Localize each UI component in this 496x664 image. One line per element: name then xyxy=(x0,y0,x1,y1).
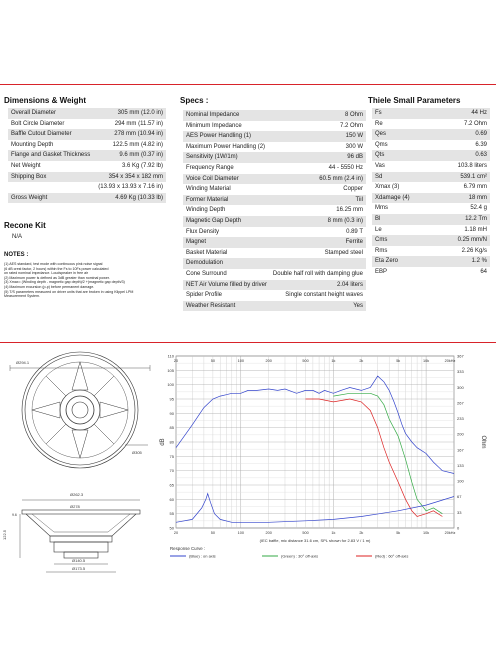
thiele-label: Qes xyxy=(372,129,435,140)
thiele-label: Xdamage (4) xyxy=(372,193,435,204)
dimensions-row xyxy=(8,119,166,130)
thiele-row xyxy=(372,150,490,161)
specs-row xyxy=(183,280,366,291)
thiele-title: Thiele Small Parameters xyxy=(368,96,461,105)
x-tick-label-top: 100 xyxy=(237,359,244,363)
dimensions-row xyxy=(8,182,166,193)
specs-label: Nominal Impedance xyxy=(183,110,270,121)
thiele-label: Rms xyxy=(375,247,388,254)
thiele-row xyxy=(372,172,490,183)
y2-tick-label: 67 xyxy=(457,494,462,500)
x-tick-label-top: 500 xyxy=(302,359,309,363)
thiele-value: 44 Hz xyxy=(435,108,490,119)
dimensions-row xyxy=(8,108,166,119)
x-tick-label-top: 10k xyxy=(423,359,430,363)
specs-label: Flux Density xyxy=(186,228,220,235)
specs-row xyxy=(183,152,366,163)
thiele-label: Qms xyxy=(375,141,388,148)
dimensions-row xyxy=(8,193,166,204)
y-tick-label: 80 xyxy=(169,439,174,445)
thiele-row xyxy=(372,256,490,267)
dimensions-label: Mounting Depth xyxy=(11,141,54,148)
specs-value: 44 - 5550 Hz xyxy=(328,164,363,171)
thiele-label: Bl xyxy=(372,214,435,225)
specs-value: Yes xyxy=(270,301,366,312)
thiele-label: Sd xyxy=(372,172,435,183)
y2-tick-label: 300 xyxy=(457,384,464,390)
thiele-value: 18 mm xyxy=(435,193,490,204)
dimensions-label: Bolt Circle Diameter xyxy=(11,120,65,127)
y2-tick-label: 133 xyxy=(457,462,464,468)
specs-label: Winding Depth xyxy=(186,207,226,214)
thiele-row xyxy=(372,225,490,236)
notes-list xyxy=(4,262,174,299)
specs-label: Voice Coil Diameter xyxy=(183,174,270,185)
specs-label: Minimum Impedance xyxy=(186,122,242,129)
dimensions-row xyxy=(8,172,166,183)
specs-value: 16.25 mm xyxy=(336,207,363,214)
x-tick-label-top: 20kHz xyxy=(444,359,456,363)
legend-entry: (Red) : 60° off-axis xyxy=(375,553,409,559)
x-tick-label-top: 5k xyxy=(396,359,401,363)
x-tick-label: 20 xyxy=(173,531,179,535)
specs-row xyxy=(183,237,366,248)
x-tick-label: 2k xyxy=(359,531,364,535)
thiele-value: 52.4 g xyxy=(470,205,487,212)
specs-row xyxy=(183,142,366,153)
y2-tick-label: 367 xyxy=(457,353,464,359)
thiele-label: Qts xyxy=(372,150,435,161)
dimensions-label xyxy=(8,182,94,193)
dim-label: Ø262.3 xyxy=(70,492,84,497)
y2-tick-label: 100 xyxy=(457,478,464,484)
dimensions-row xyxy=(8,150,166,161)
thiele-row xyxy=(372,235,490,246)
note-line: (3) Xmax= (Winding depth - magnetic gap depth)/2 +(magnetic gap depth/3) xyxy=(4,280,125,285)
note-line: (2) Maximum power is defined as 3dB greater than nominal power. xyxy=(4,275,110,280)
specs-row xyxy=(183,248,366,259)
y2-axis-label: Ohm xyxy=(480,435,486,449)
y2-tick-label: 33 xyxy=(457,509,462,515)
thiele-label: Vas xyxy=(375,162,385,169)
x-tick-label-top: 1k xyxy=(331,359,336,363)
thiele-row xyxy=(372,246,490,257)
specs-value: 300 W xyxy=(345,143,363,150)
y2-tick-label: 267 xyxy=(457,400,464,406)
specs-row xyxy=(183,184,366,195)
y-tick-label: 70 xyxy=(169,468,174,474)
dimensions-value: 3.6 Kg (7.92 lb) xyxy=(121,162,163,169)
dim-label: Ø140.5 xyxy=(72,558,86,563)
thiele-row xyxy=(372,203,490,214)
thiele-value: 64 xyxy=(480,268,487,275)
thiele-label: Le xyxy=(375,226,382,233)
specs-row xyxy=(183,121,366,132)
notes-title: NOTES : xyxy=(4,252,29,258)
x-tick-label: 50 xyxy=(210,531,215,535)
note-line: Measurement System. xyxy=(4,294,40,299)
specs-row xyxy=(183,269,366,280)
thiele-row xyxy=(372,267,490,278)
dimensions-value: 305 mm (12.0 in) xyxy=(94,108,166,119)
thiele-value: 12.2 Tm xyxy=(435,214,490,225)
dimensions-label: Gross Weight xyxy=(8,193,94,204)
x-tick-label: 100 xyxy=(237,531,244,535)
specs-value: Copper xyxy=(343,186,363,193)
legend-entry: (Blue) : on axis xyxy=(189,553,216,559)
dim-label: 9.6 xyxy=(12,513,17,517)
thiele-value: 7.2 Ohm xyxy=(463,120,487,127)
specs-label: Demodulation xyxy=(183,258,270,269)
x-tick-label: 20kHz xyxy=(444,531,456,535)
thiele-label: Cms xyxy=(372,235,435,246)
thiele-label: Eta Zero xyxy=(372,256,435,267)
y-axis-label: dB xyxy=(160,438,166,446)
x-tick-label: 500 xyxy=(302,531,309,535)
dim-label: 122.5 xyxy=(2,529,7,540)
dim-label: Ø173.5 xyxy=(72,566,86,571)
specs-value: Double half roll with damping glue xyxy=(272,270,363,277)
specs-row xyxy=(183,195,366,206)
note-line: (5) T/S parameters measured on driver units that are broken in using Klippel LPM xyxy=(4,289,134,294)
dimensions-label: Baffle Cutout Diameter xyxy=(8,129,94,140)
y-tick-label: 60 xyxy=(169,496,174,502)
specs-row xyxy=(183,290,366,301)
x-tick-label-top: 20 xyxy=(173,359,179,363)
dimensions-value: 294 mm (11.57 in) xyxy=(114,120,163,127)
legend-title: Response Curve : xyxy=(170,546,206,551)
thiele-value: 0.63 xyxy=(435,150,490,161)
x-tick-label-top: 50 xyxy=(210,359,215,363)
specs-row xyxy=(183,258,366,269)
chart-caption: (IEC baffle, mic distance 31.6 cm, SPL shown for 2.83 V / 1 m) xyxy=(259,538,371,543)
specs-label: Frequency Range xyxy=(186,164,234,171)
x-tick-label: 200 xyxy=(265,531,272,535)
specs-label: Maximum Power Handling (2) xyxy=(186,143,266,150)
y-tick-label: 100 xyxy=(167,382,174,388)
dimensions-value: 278 mm (10.94 in) xyxy=(94,129,166,140)
y2-tick-label: 233 xyxy=(457,416,464,422)
x-tick-label: 10k xyxy=(423,531,430,535)
specs-row xyxy=(183,131,366,142)
specs-label: Magnet xyxy=(183,237,270,248)
specs-label: AES Power Handling (1) xyxy=(183,131,270,142)
y-tick-label: 65 xyxy=(169,482,174,488)
specs-value: 8 mm (0.3 in) xyxy=(270,216,366,227)
thiele-row xyxy=(372,108,490,119)
thiele-row xyxy=(372,182,490,193)
specs-value: 0.89 T xyxy=(346,228,363,235)
specs-label: NET Air Volume filled by driver xyxy=(183,280,270,291)
thiele-value: 103.8 liters xyxy=(457,162,487,169)
dimensions-value: 122.5 mm (4.82 in) xyxy=(112,141,163,148)
y2-tick-label: 0 xyxy=(457,525,460,531)
thiele-value: 2.26 Kg/s xyxy=(461,247,487,254)
thiele-row xyxy=(372,193,490,204)
dimensions-row xyxy=(8,161,166,172)
specs-label: Cone Surround xyxy=(186,270,227,277)
thiele-value: 0.69 xyxy=(435,129,490,140)
specs-label: Weather Resistant xyxy=(183,301,270,312)
specs-value: Single constant height waves xyxy=(285,292,363,299)
thiele-label: Re xyxy=(375,120,383,127)
thiele-row xyxy=(372,119,490,130)
dim-label: Ø294.1 xyxy=(16,360,30,365)
recone-title: Recone Kit xyxy=(4,221,46,230)
specs-value: 2.04 liters xyxy=(270,280,366,291)
specs-label: Former Material xyxy=(183,195,270,206)
thiele-value: 1.18 mH xyxy=(464,226,487,233)
technical-drawing xyxy=(0,350,160,580)
bottom-rule xyxy=(0,342,496,343)
y2-tick-label: 167 xyxy=(457,447,464,453)
specs-value: Tiil xyxy=(270,195,366,206)
thiele-label: Mms xyxy=(375,205,388,212)
specs-label: Magnetic Gap Depth xyxy=(183,216,270,227)
note-line: on rated nominal impedance. Loudspeaker in free air xyxy=(4,271,89,276)
dimensions-table xyxy=(8,108,166,203)
x-tick-label: 5k xyxy=(396,531,401,535)
thiele-value: 6.39 xyxy=(475,141,487,148)
top-rule xyxy=(0,84,496,85)
thiele-value: 6.79 mm xyxy=(463,184,487,191)
dimensions-value: (13.93 x 13.93 x 7.16 in) xyxy=(98,184,163,191)
thiele-label: EBP xyxy=(375,268,388,275)
thiele-table xyxy=(372,108,490,278)
specs-row xyxy=(183,174,366,185)
specs-label: Winding Material xyxy=(186,186,231,193)
dimensions-value: 354 x 354 x 182 mm xyxy=(94,172,166,183)
thiele-row xyxy=(372,214,490,225)
dimensions-value: 4.69 Kg (10.33 lb) xyxy=(94,193,166,204)
specs-label: Spider Profile xyxy=(186,292,223,299)
y-tick-label: 90 xyxy=(169,410,174,416)
y-tick-label: 75 xyxy=(169,453,174,459)
y-tick-label: 50 xyxy=(169,525,174,531)
specs-value: 96 dB xyxy=(270,152,366,163)
y-tick-label: 110 xyxy=(167,353,174,359)
note-line: (4) Maximum excursion (p-p) before permanent damage. xyxy=(4,284,95,289)
y-tick-label: 55 xyxy=(169,511,174,517)
thiele-label: Fs xyxy=(372,108,435,119)
thiele-row xyxy=(372,161,490,172)
dimensions-row xyxy=(8,129,166,140)
specs-value xyxy=(270,258,366,269)
dimensions-row xyxy=(8,140,166,151)
note-line: (1) AES standard, test mode with continuous pink noise signal xyxy=(4,262,103,266)
y-tick-label: 95 xyxy=(169,396,174,402)
y2-tick-label: 333 xyxy=(457,369,464,375)
specs-label: Basket Material xyxy=(186,249,228,256)
recone-value: N/A xyxy=(12,234,23,240)
x-tick-label: 1k xyxy=(331,531,336,535)
dimensions-label: Net Weight xyxy=(11,162,41,169)
dimensions-value: 9.6 mm (0.37 in) xyxy=(94,150,166,161)
specs-title: Specs : xyxy=(180,96,209,105)
specs-row xyxy=(183,301,366,312)
note-line: (6 dB crest factor, 2 hours) within the Fs to 10Fs power calculated xyxy=(4,266,109,271)
dimensions-label: Flange and Gasket Thickness xyxy=(8,150,94,161)
y2-tick-label: 200 xyxy=(457,431,464,437)
dim-label: Ø305 xyxy=(132,450,142,455)
thiele-row xyxy=(372,140,490,151)
specs-row xyxy=(183,227,366,238)
specs-row xyxy=(183,216,366,227)
x-tick-label-top: 2k xyxy=(359,359,364,363)
thiele-value: 1.2 % xyxy=(435,256,490,267)
specs-value: Stamped steel xyxy=(324,249,363,256)
specs-table xyxy=(183,110,366,311)
dimensions-label: Shipping Box xyxy=(8,172,94,183)
specs-value: 150 W xyxy=(270,131,366,142)
thiele-value: 0.25 mm/N xyxy=(435,235,490,246)
specs-label: Sensitivity (1W/1m) xyxy=(183,152,270,163)
specs-value: 8 Ohm xyxy=(270,110,366,121)
thiele-value: 539.1 cm² xyxy=(435,172,490,183)
dim-label: Ø278 xyxy=(70,504,80,509)
dimensions-title: Dimensions & Weight xyxy=(4,96,87,105)
specs-row xyxy=(183,163,366,174)
specs-value: Ferrite xyxy=(270,237,366,248)
thiele-row xyxy=(372,129,490,140)
legend-entry: (Green) : 30° off-axis xyxy=(281,553,319,559)
specs-row xyxy=(183,205,366,216)
x-tick-label-top: 200 xyxy=(265,359,272,363)
y-tick-label: 105 xyxy=(167,367,174,373)
specs-value: 60.5 mm (2.4 in) xyxy=(270,174,366,185)
dimensions-label: Overall Diameter xyxy=(8,108,94,119)
y-tick-label: 85 xyxy=(169,425,174,431)
thiele-label: Xmax (3) xyxy=(375,184,400,191)
frequency-response-chart xyxy=(156,350,492,582)
specs-row xyxy=(183,110,366,121)
specs-value: 7.2 Ohm xyxy=(339,122,363,129)
